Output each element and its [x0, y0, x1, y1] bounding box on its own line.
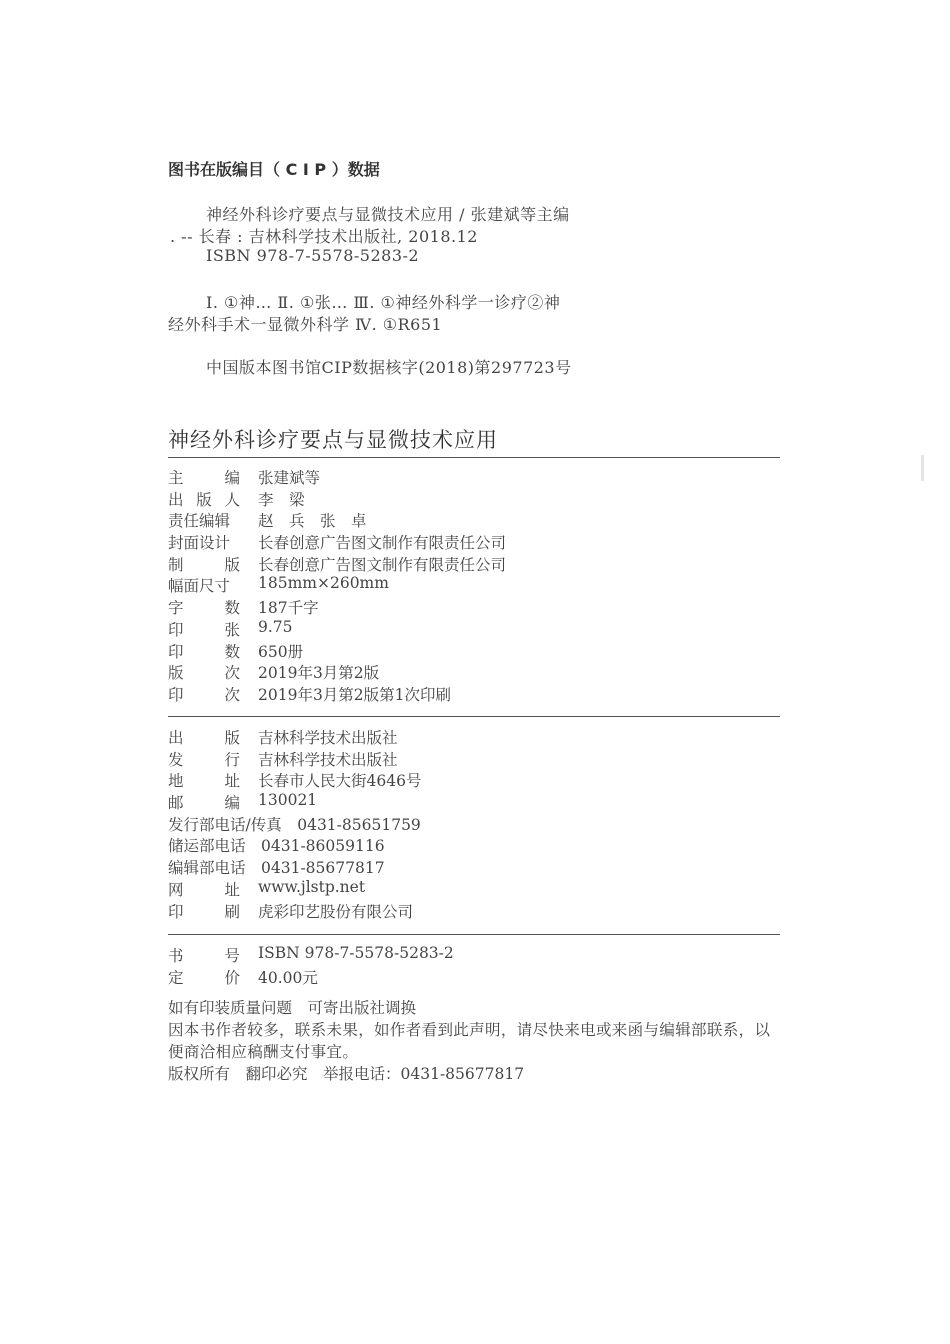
cip-publisher-line: . -- 长春 : 吉林科学技术出版社, 2018.12 [170, 227, 478, 246]
production-label-part: 主 [168, 469, 184, 487]
production-value: 赵 兵 张 卓 [258, 512, 367, 531]
publisher-label [168, 878, 242, 900]
production-value: 张建斌等 [258, 469, 321, 487]
publisher-value: 虎彩印艺股份有限公司 [258, 902, 414, 921]
print-quality-note: 如有印装质量问题 可寄出版社调换 [168, 999, 417, 1017]
production-value: 9.75 [258, 617, 293, 636]
pricing-label-part: 号 [224, 947, 240, 965]
production-value: 李 梁 [258, 490, 305, 509]
cip-heading: 图书在版编目（ C I P ）数据 [168, 160, 380, 179]
publisher-label-part: 址 [224, 880, 240, 899]
publisher-value: 吉林科学技术出版社 [258, 729, 398, 747]
production-label-part: 数 [224, 642, 240, 661]
publisher-label-part: 行 [224, 750, 240, 769]
copyright-note: 版权所有 翻印必究 举报电话：0431-85677817 [168, 1065, 525, 1083]
cip-title-line: 神经外科诊疗要点与显微技术应用 / 张建斌等主编 [206, 205, 570, 224]
pricing-label [168, 966, 242, 988]
production-label [168, 531, 242, 553]
divider-top [168, 457, 780, 458]
production-value: 185mm×260mm [258, 574, 389, 593]
production-label-part: 编 [224, 469, 240, 487]
publisher-label-part: 地 [168, 772, 184, 791]
publisher-label-part: 邮 [168, 794, 184, 813]
production-label-part: 制 [168, 555, 184, 574]
production-value: 2019年3月第2版 [258, 664, 380, 683]
production-value: 187千字 [258, 599, 319, 618]
production-label-part: 版 [168, 664, 184, 683]
pricing-label-part: 价 [224, 968, 240, 987]
publisher-label-part: 出 [168, 729, 184, 747]
cip-isbn-line: ISBN 978-7-5578-5283-2 [206, 246, 420, 265]
cip-classification-line-2: 经外科手术一显微外科学 Ⅳ. ①R651 [168, 315, 443, 334]
production-label-part: 字 [168, 599, 184, 618]
publisher-label-part: 发 [168, 750, 184, 769]
production-value: 长春创意广告图文制作有限责任公司 [258, 534, 507, 553]
production-label [168, 618, 242, 640]
publisher-label [168, 726, 242, 748]
production-label [168, 509, 242, 531]
production-label-part: 出 [168, 490, 184, 509]
author-contact-note: 因本书作者较多，联系未果，如作者看到此声明，请尽快来电或来函与编辑部联系，以便商洽相应稿酬支付事宜。 [168, 1021, 771, 1061]
production-label [168, 640, 242, 662]
publisher-value: 130021 [258, 791, 318, 810]
pricing-label-part: 定 [168, 968, 184, 987]
production-value: 650册 [258, 642, 304, 661]
publisher-label-part: 版 [224, 729, 240, 747]
publisher-value: www.jlstp.net [258, 877, 366, 896]
sales-phone: 发行部电话/传真 0431-85651759 [168, 815, 421, 834]
production-label [168, 596, 242, 618]
publisher-label [168, 900, 242, 922]
production-label-part: 次 [224, 685, 240, 704]
publisher-label-part: 编 [224, 794, 240, 813]
storage-phone: 储运部电话 0431-86059116 [168, 837, 385, 856]
production-label [168, 574, 242, 596]
production-label [168, 683, 242, 705]
production-label-part: 印 [168, 642, 184, 661]
pricing-label-part: 书 [168, 947, 184, 965]
publisher-label-part: 网 [168, 880, 184, 899]
production-label-part: 数 [224, 599, 240, 618]
publisher-label-part: 印 [168, 902, 184, 921]
publisher-label [168, 748, 242, 770]
publisher-label-part: 址 [224, 772, 240, 791]
production-value: 2019年3月第2版第1次印刷 [258, 685, 452, 704]
production-label-part: 印 [168, 685, 184, 704]
production-label-part: 次 [224, 664, 240, 683]
scan-smudge [921, 455, 924, 481]
production-label-part: 版 [224, 555, 240, 574]
production-label-part: 封面设计 [168, 534, 231, 553]
divider-bottom [168, 934, 780, 935]
publisher-label [168, 769, 242, 791]
publisher-label [168, 791, 242, 813]
publisher-label-part: 刷 [224, 902, 240, 921]
production-label-part: 张 [224, 620, 240, 639]
publisher-value: 长春市人民大街4646号 [258, 772, 422, 791]
production-value: 长春创意广告图文制作有限责任公司 [258, 555, 507, 574]
production-label [168, 466, 242, 488]
pricing-label [168, 944, 242, 966]
production-label-part: 版 [196, 490, 212, 509]
divider-middle [168, 716, 780, 717]
cip-classification-line-1: Ⅰ. ①神… Ⅱ. ①张… Ⅲ. ①神经外科学一诊疗②神 [206, 293, 561, 312]
production-label [168, 488, 242, 510]
production-label-part: 印 [168, 620, 184, 639]
pricing-value: ISBN 978-7-5578-5283-2 [258, 944, 454, 962]
production-label-part: 幅面尺寸 [168, 577, 231, 596]
production-label [168, 661, 242, 683]
cip-record-number: 中国版本图书馆CIP数据核字(2018)第297723号 [206, 358, 572, 377]
book-title: 神经外科诊疗要点与显微技术应用 [168, 428, 498, 452]
production-label-part: 人 [224, 490, 240, 509]
production-label [168, 553, 242, 575]
editorial-phone: 编辑部电话 0431-85677817 [168, 859, 385, 878]
publisher-value: 吉林科学技术出版社 [258, 750, 398, 769]
pricing-value: 40.00元 [258, 968, 318, 987]
production-label-part: 责任编辑 [168, 512, 231, 531]
